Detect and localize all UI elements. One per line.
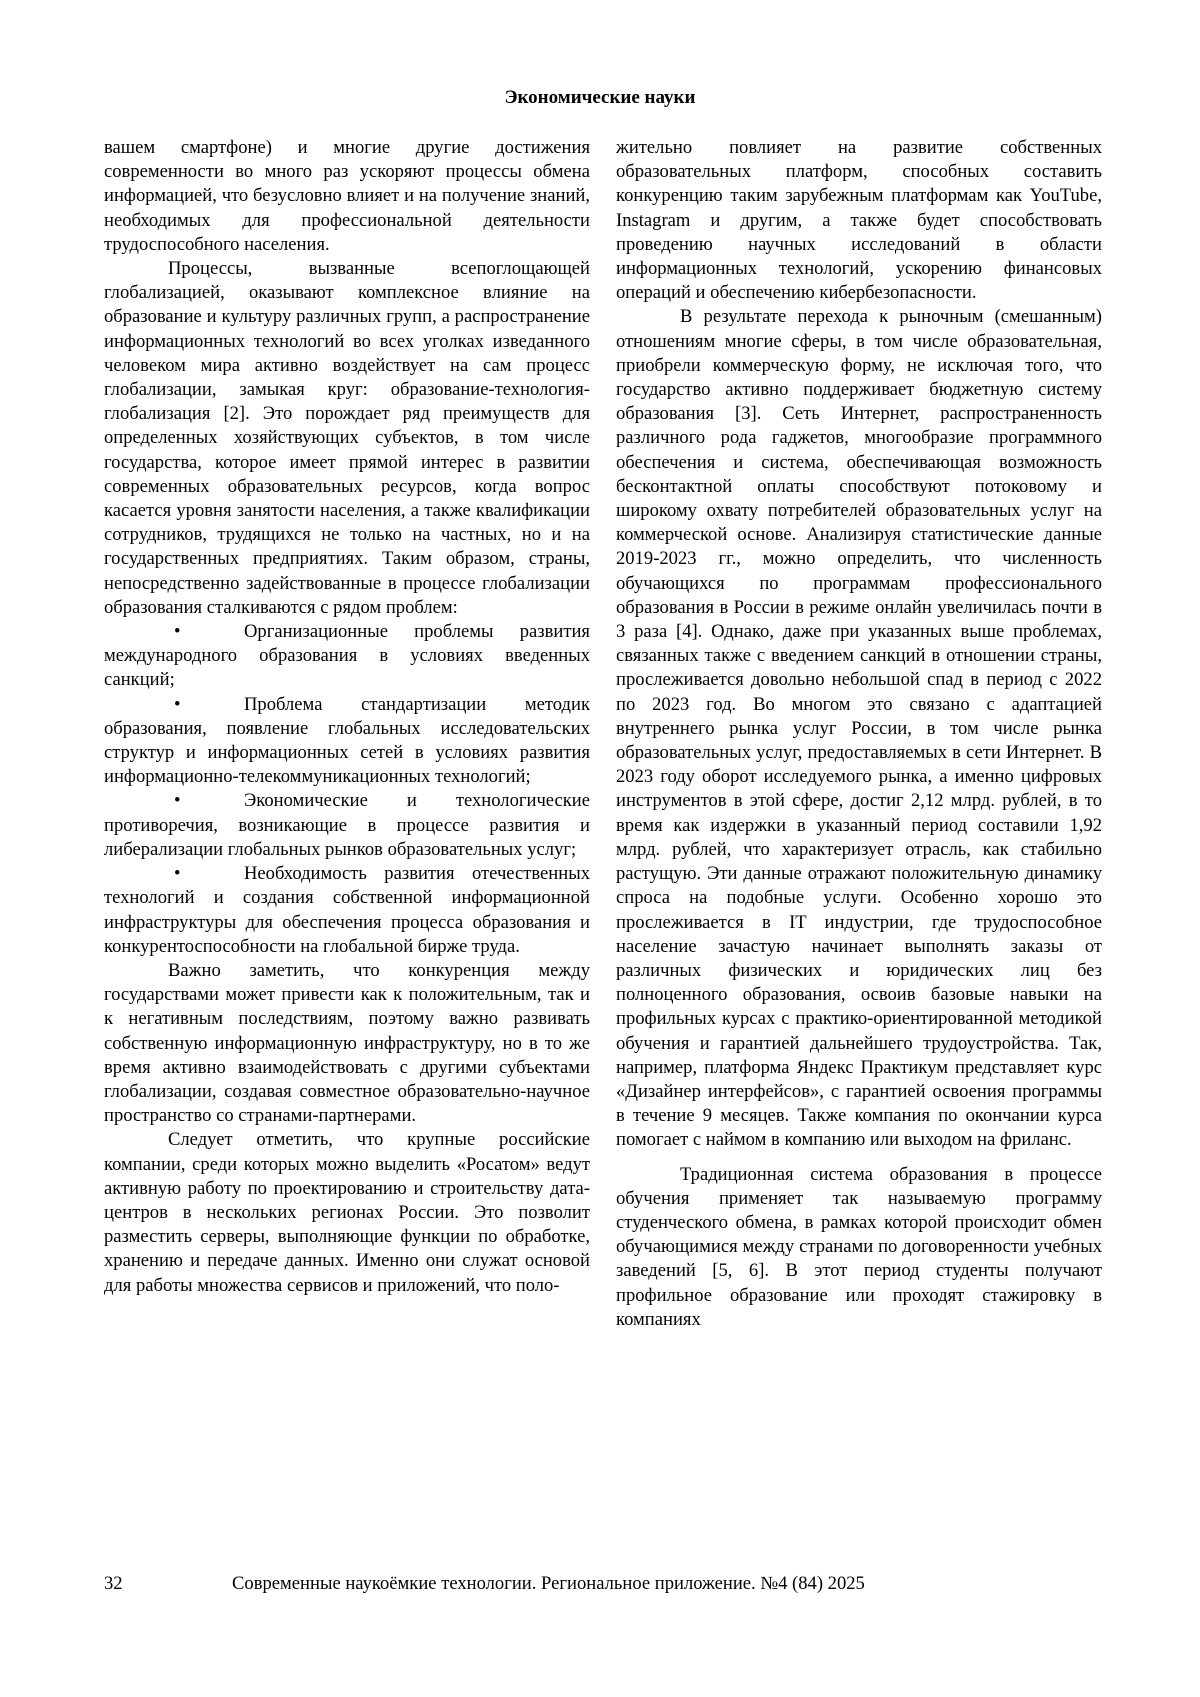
journal-title: Современные наукоёмкие технологии. Региональное приложение. №4 (84) 2025 bbox=[232, 1573, 865, 1594]
list-item-text: Экономические и технологические противоречия, возникающие в процессе развития и либерализации глобальных рынков образовательных услуг; bbox=[104, 790, 590, 860]
left-column bbox=[104, 136, 590, 1298]
bullet-icon: • bbox=[174, 863, 181, 885]
list-item-text: Необходимость развития отечественных технологий и создания собственной информационной инфраструктуры для обеспечения процесса образования и конкурентоспособности на глобальной бирже труда. bbox=[104, 863, 590, 957]
list-item bbox=[104, 693, 590, 790]
paragraph: В результате перехода к рыночным (смешанным) отношениям многие сферы, в том числе образовательная, приобрели коммерческую форму, не исключая того, что государство активно поддерживает бюджетную систему образования [3]. Сеть Интернет, распространенность различного рода гаджетов, многообразие программного обеспечения и система, обеспечивающая возможность бесконтактной оплаты способствуют потоковому и широкому охвату потребителей образовательных услуг на коммерческой основе. Анализируя статистические данные 2019-2023 гг., можно определить, что численность обучающихся по программам профессионального образования в России в режиме онлайн увеличилась почти в 3 раза [4]. Однако, даже при указанных выше проблемах, связанных также с введением санкций в отношении страны, прослеживается довольно небольшой спад в период с 2022 по 2023 год. Во многом это связано с адаптацией внутреннего рынка услуг России, в том числе рынка образовательных услуг, предоставляемых в сети Интернет. В 2023 году оборот исследуемого рынка, а именно цифровых инструментов в этой сфере, достиг 2,12 млрд. рублей, в то время как издержки в указанный период составили 1,92 млрд. рублей, что характеризует отрасль, как стабильно растущую. Эти данные отражают положительную динамику спроса на подобные услуги. Особенно хорошо это прослеживается в IT индустрии, где трудоспособное население зачастую начинает выполнять заказы от различных физических и юридических лиц без полноценного образования, освоив базовые навыки на профильных курсах с практико-ориентированной методикой обучения и гарантией дальнейшего трудоустройства. Так, например, платформа Яндекс Практикум представляет курс «Дизайнер интерфейсов», с гарантией освоения программы в течение 9 месяцев. Также компания по окончании курса помогает с наймом в компанию или выходом на фриланс. bbox=[616, 306, 1102, 1151]
bullet-icon: • bbox=[174, 790, 181, 812]
paragraph: Традиционная система образования в процессе обучения применяет так называемую программу студенческого обмена, в рамках которой происходит обмен обучающимися между странами по договоренности учебных заведений [5, 6]. В этот период студенты получают профильное образование или проходят стажировку в компаниях bbox=[616, 1163, 1102, 1330]
page-number: 32 bbox=[104, 1573, 123, 1594]
bullet-icon: • bbox=[174, 693, 181, 715]
list-item bbox=[104, 862, 590, 959]
paragraph: жительно повлияет на развитие собственных образовательных платформ, способных составить конкуренцию таким зарубежным платформам как YouTube, Instagram и другим, а также будет способствовать проведению научных исследований в области информационных технологий, ускорению финансовых операций и обеспечению кибербезопасности. bbox=[616, 137, 1102, 304]
bullet-icon: • bbox=[174, 621, 181, 643]
list-item-text: Организационные проблемы развития международного образования в условиях введенных санкций; bbox=[104, 621, 590, 691]
list-item bbox=[104, 789, 590, 862]
right-column bbox=[616, 136, 1102, 1332]
list-item-text: Проблема стандартизации методик образования, появление глобальных исследовательских структур и информационных сетей в условиях развития информационно-телекоммуникационных технологий; bbox=[104, 693, 590, 788]
paragraph: вашем смартфоне) и многие другие достижения современности во много раз ускоряют процессы обмена информацией, что безусловно влияет и на получение знаний, необходимых для профессиональной деятельности трудоспособного населения. bbox=[104, 137, 590, 255]
section-header: Экономические науки bbox=[504, 87, 696, 108]
list-item bbox=[104, 620, 590, 693]
paragraph: Процессы, вызванные всепоглощающей глобализацией, оказывают комплексное влияние на образование и культуру различных групп, а распространение информационных технологий во всех уголках изведанного человеком мира активно воздействует на сам процесс глобализации, замыкая круг: образование-технология-глобализация [2]. Это порождает ряд преимуществ для определенных хозяйствующих субъектов, в том числе государства, которое имеет прямой интерес в развитии современных образовательных ресурсов, когда вопрос касается уровня занятости населения, а также квалификации сотрудников, трудящихся не только на частных, но и на государственных предприятиях. Таким образом, страны, непосредственно задействованные в процессе глобализации образования сталкиваются с рядом проблем: bbox=[104, 258, 590, 618]
paragraph: Следует отметить, что крупные российские компании, среди которых можно выделить «Росатом» ведут активную работу по проектированию и строительству дата-центров в нескольких регионах России. Это позволит разместить серверы, выполняющие функции по обработке, хранению и передаче данных. Именно они служат основой для работы множества сервисов и приложений, что поло- bbox=[104, 1129, 590, 1296]
paragraph: Важно заметить, что конкуренция между государствами может привести как к положительным, так и к негативным последствиям, поэтому важно развивать собственную информационную инфраструктуру, но в то же время активно взаимодействовать с другими субъектами глобализации, создавая совместное образовательно-научное пространство со странами-партнерами. bbox=[104, 959, 590, 1127]
